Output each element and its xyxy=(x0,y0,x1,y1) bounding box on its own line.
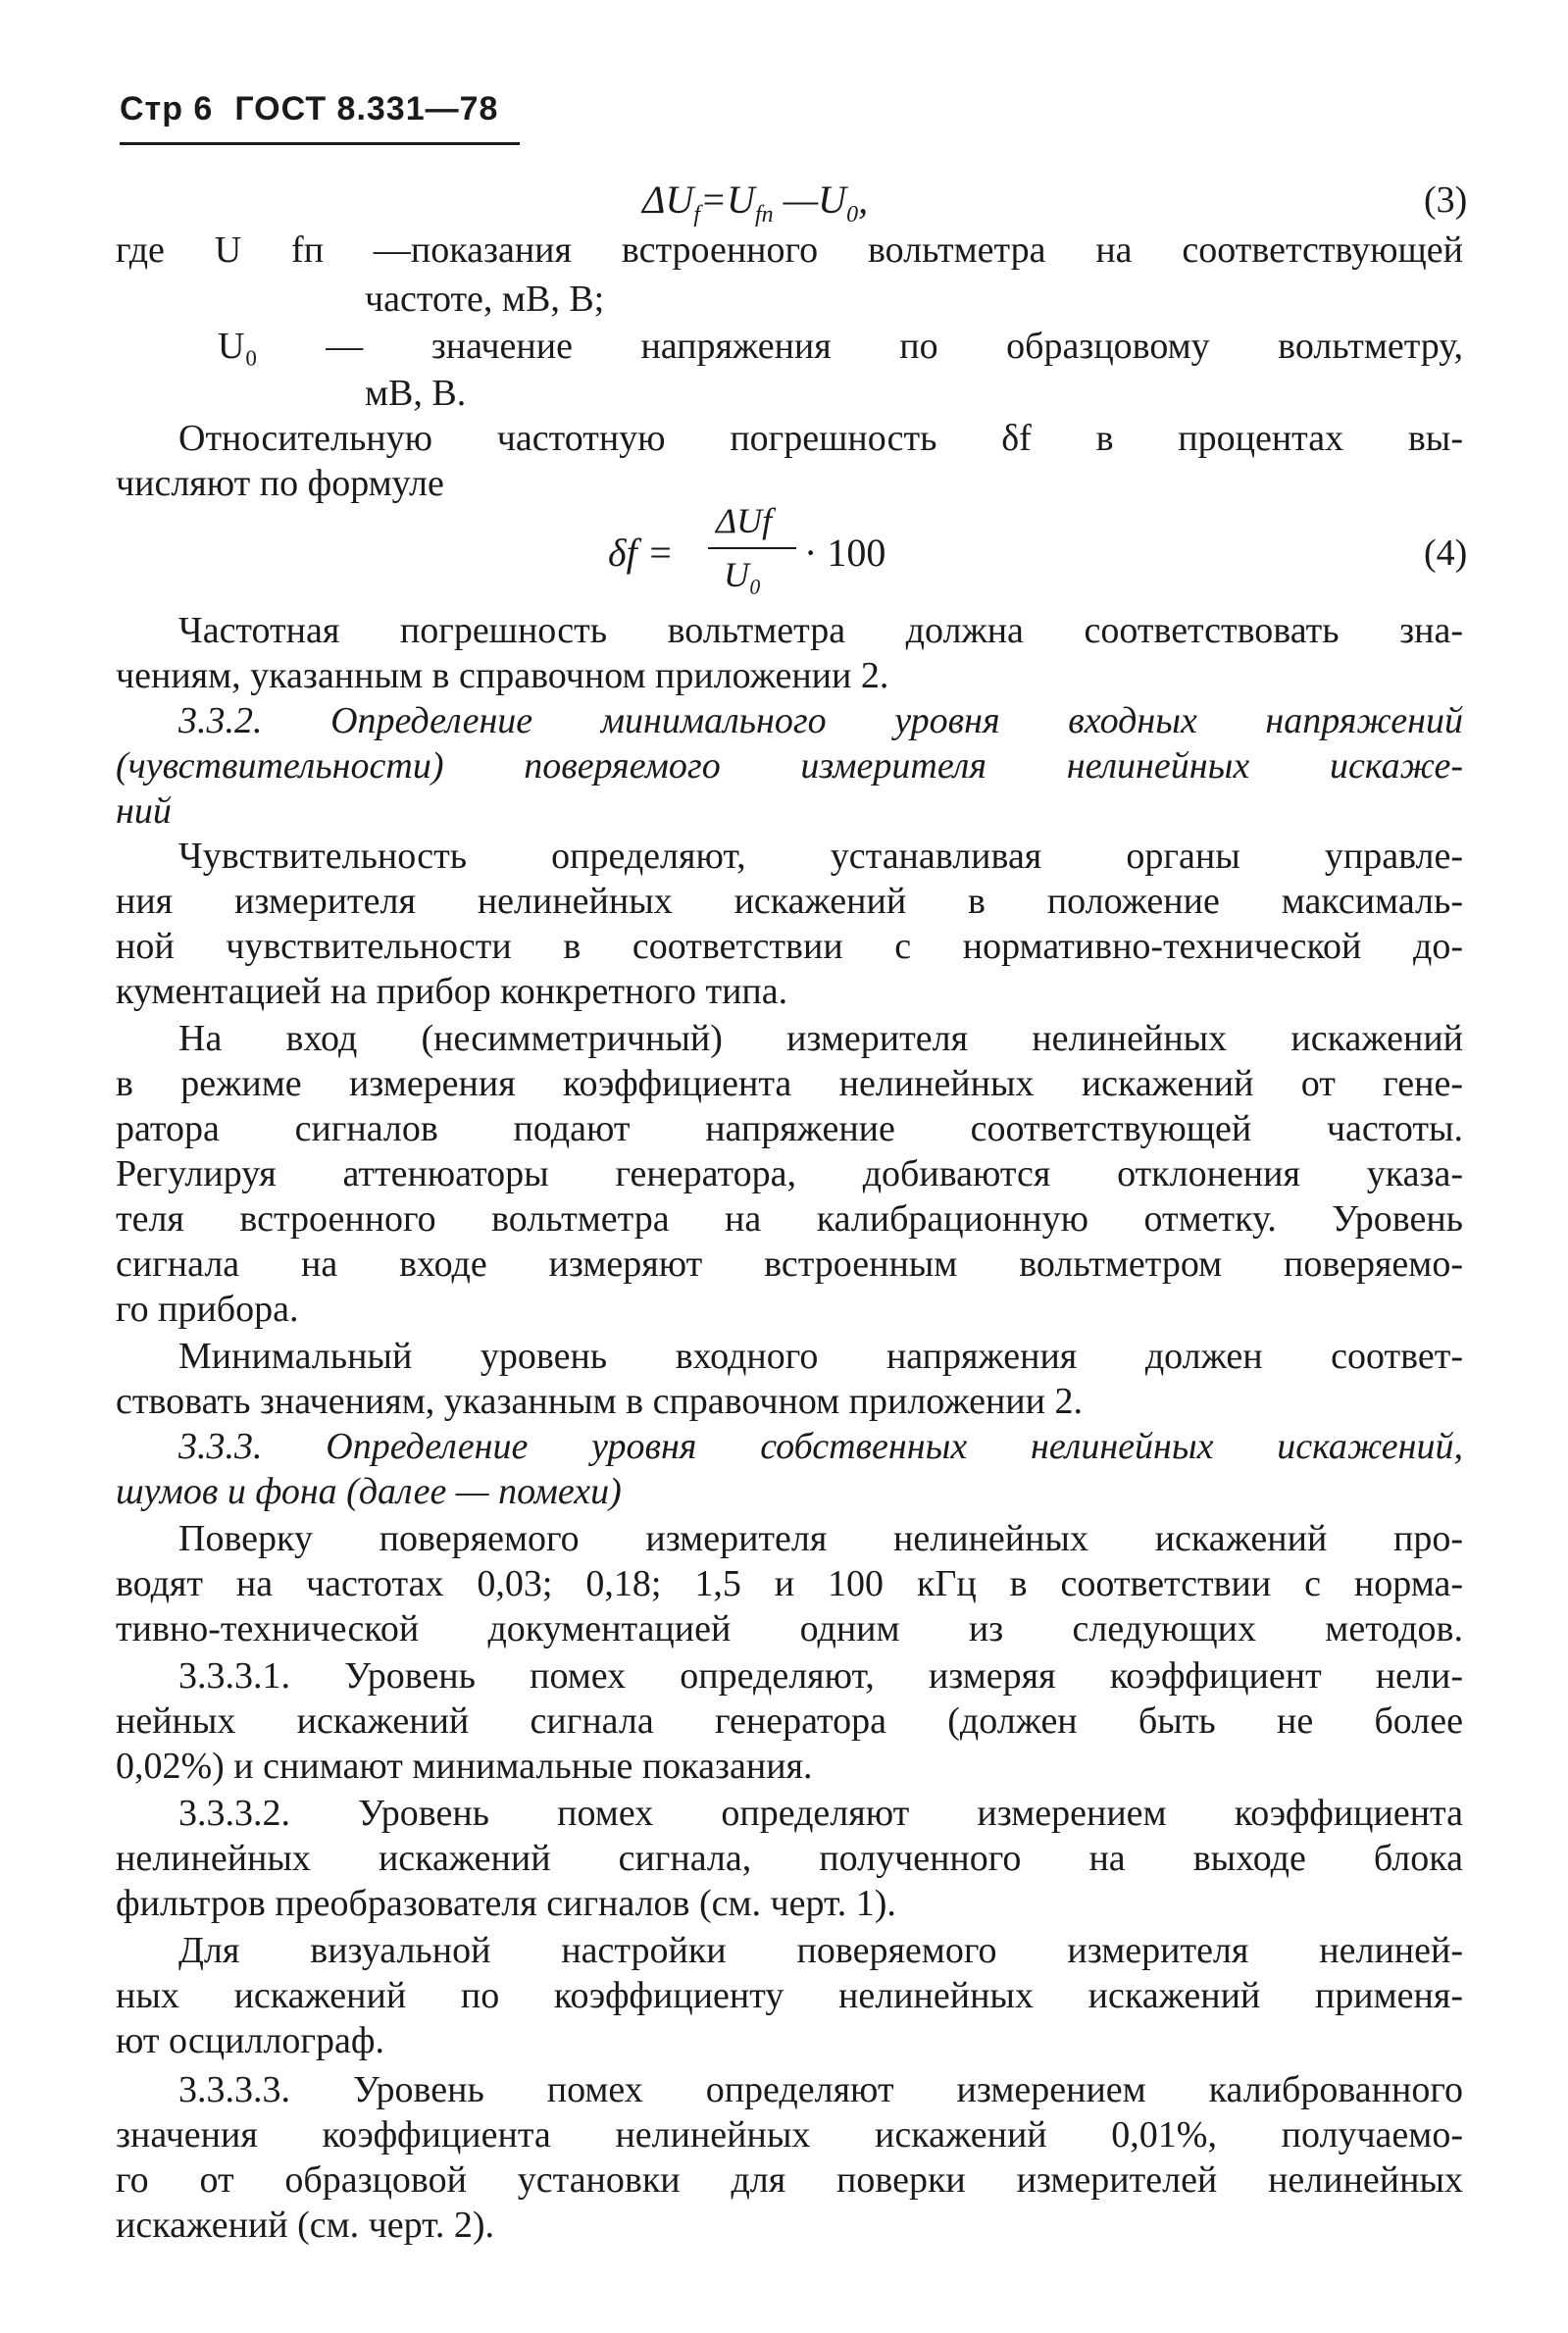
formula-3: $\Delta U_f=U_{fп}$ $—U_0$, xyxy=(642,178,869,228)
para-input-line-7: го прибора. xyxy=(116,1289,299,1330)
para-input-line-6: сигнала на входе измеряют встроенным вольтметром поверяемо- xyxy=(116,1243,1463,1285)
para-3331-line-3: 0,02%) и снимают минимальные показания. xyxy=(116,1746,813,1787)
para-sens-line-1: Чувствительность определяют, устанавливая органы управле- xyxy=(178,836,1463,877)
para-visual-line-3: ют осциллограф. xyxy=(116,2020,384,2061)
formula-4-denominator: U₀ xyxy=(724,555,762,594)
sec-332-title-1: 3.3.2. Определение минимального уровня входных напряжений xyxy=(178,700,1463,741)
formula-4-lhs: δf = xyxy=(608,531,674,575)
formula-4-numerator: ΔUf xyxy=(716,501,773,540)
para-rel-line-1: Относительную частотную погрешность δf в процентах вы- xyxy=(178,418,1463,459)
para-check-line-3: тивно-технической документацией одним из следующих методов. xyxy=(116,1608,1463,1649)
para-min-line-1: Минимальный уровень входного напряжения должен соответ- xyxy=(178,1336,1463,1377)
sec-333-title-1: 3.3.3. Определение уровня собственных нелинейных искажений, xyxy=(178,1426,1463,1467)
formula-4-mult: · 100 xyxy=(804,531,886,575)
where-line-3: U₀ — значение напряжения по образцовому вольтметру, xyxy=(218,326,1463,367)
para-3333-line-2: значения коэффициента нелинейных искажений 0,01%, получаемо- xyxy=(116,2114,1463,2155)
para-3332-line-1: 3.3.3.2. Уровень помех определяют измерением коэффициента xyxy=(178,1793,1463,1834)
para-check-line-2: водят на частотах 0,03; 0,18; 1,5 и 100 кГц в соответствии с норма- xyxy=(116,1563,1463,1604)
para-3333-line-1: 3.3.3.3. Уровень помех определяют измерением калиброванного xyxy=(178,2069,1463,2110)
para-input-line-5: теля встроенного вольтметра на калибрационную отметку. Уровень xyxy=(116,1198,1463,1240)
para-min-line-2: ствовать значениям, указанным в справочном приложении 2. xyxy=(116,1381,1083,1422)
fraction-bar xyxy=(708,547,796,549)
para-check-line-1: Поверку поверяемого измерителя нелинейных искажений про- xyxy=(178,1518,1463,1559)
para-sens-line-4: кументацией на прибор конкретного типа. xyxy=(116,971,788,1012)
para-3332-line-2: нелинейных искажений сигнала, полученного на выходе блока xyxy=(116,1838,1463,1879)
formula-3-number: (3) xyxy=(1424,179,1468,221)
para-input-line-4: Регулируя аттенюаторы генератора, добиваются отклонения указа- xyxy=(116,1153,1463,1194)
sec-333-title-2: шумов и фона (далее — помехи) xyxy=(116,1471,622,1512)
where-line-2: частоте, мВ, В; xyxy=(365,279,605,320)
para-input-line-1: На вход (несимметричный) измерителя нелинейных искажений xyxy=(178,1018,1463,1059)
formula-4-number: (4) xyxy=(1424,533,1468,574)
para-3331-line-1: 3.3.3.1. Уровень помех определяют, измеряя коэффициент нели- xyxy=(178,1655,1463,1697)
sec-332-title-2: (чувствительности) поверяемого измерителя нелинейных искаже- xyxy=(116,745,1463,786)
para-input-line-2: в режиме измерения коэффициента нелинейных искажений от гене- xyxy=(116,1063,1463,1104)
para-rel-line-2: числяют по формуле xyxy=(116,463,444,504)
standard-code: ГОСТ 8.331—78 xyxy=(234,90,499,127)
para-sens-line-3: ной чувствительности в соответствии с нормативно-технической до- xyxy=(116,926,1463,967)
para-3333-line-4: искажений (см. черт. 2). xyxy=(116,2205,495,2246)
para-visual-line-1: Для визуальной настройки поверяемого измерителя нелиней- xyxy=(178,1930,1463,1971)
para-visual-line-2: ных искажений по коэффициенту нелинейных искажений применя- xyxy=(116,1975,1463,2016)
where-line-1: где U fп —показания встроенного вольтметра на соответствующей xyxy=(116,229,1463,271)
para-input-line-3: ратора сигналов подают напряжение соответствующей частоты. xyxy=(116,1108,1463,1149)
para-freq-line-2: чениям, указанным в справочном приложении 2. xyxy=(116,655,889,696)
para-3332-line-3: фильтров преобразователя сигналов (см. черт. 1). xyxy=(116,1883,896,1924)
page-number: Стр 6 xyxy=(120,90,214,127)
para-3331-line-2: нейных искажений сигнала генератора (должен быть не более xyxy=(116,1700,1463,1742)
sec-332-title-3: ний xyxy=(116,790,172,832)
where-line-4: мВ, В. xyxy=(365,373,467,414)
para-3333-line-3: го от образцовой установки для поверки измерителей нелинейных xyxy=(116,2159,1463,2201)
page-header xyxy=(120,90,520,145)
para-freq-line-1: Частотная погрешность вольтметра должна соответствовать зна- xyxy=(178,610,1463,651)
para-sens-line-2: ния измерителя нелинейных искажений в положение максималь- xyxy=(116,881,1463,922)
